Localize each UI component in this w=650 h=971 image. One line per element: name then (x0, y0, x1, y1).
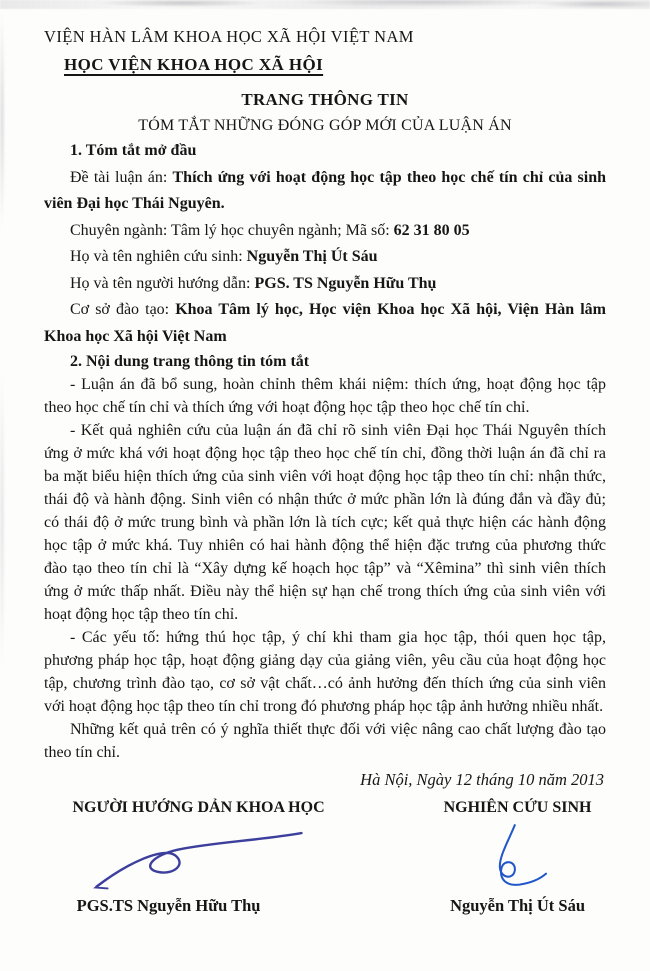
supervisor-label: Họ và tên người hướng dẫn: (70, 274, 255, 292)
signature-names-row (44, 894, 606, 918)
researcher-label: Họ và tên nghiên cứu sinh: (70, 248, 247, 265)
institution-item (44, 297, 606, 350)
advisor-signature (44, 822, 353, 894)
advisor-name: PGS.TS Nguyễn Hữu Thụ (76, 896, 261, 915)
institution-label: Cơ sở đào tạo: (70, 301, 176, 318)
signature-roles-row (44, 796, 606, 820)
thesis-title-item (44, 165, 606, 218)
major-label: Chuyên ngành: Tâm lý học chuyên ngành; Mã số: (70, 221, 394, 239)
institute-name-text: HỌC VIỆN KHOA HỌC XÃ HỘI (64, 55, 324, 74)
researcher-item (44, 244, 606, 271)
advisor-signature-stroke (74, 822, 324, 894)
date-place-line: Hà Nội, Ngày 12 tháng 10 năm 2013 (360, 770, 604, 789)
section-2 (44, 350, 606, 764)
title-block (44, 88, 606, 138)
advisor-role-label: NGƯỜI HƯỚNG DẢN KHOA HỌC (72, 799, 325, 816)
page-title: TRANG THÔNG TIN (241, 90, 409, 109)
institution-value: Khoa Tâm lý học, Học viện Khoa học Xã hội, Viện Hàn lâm Khoa học Xã hội Việt Nam (44, 301, 607, 345)
signatures-row (44, 822, 606, 894)
researcher-signature (391, 822, 644, 894)
paragraph-concepts: - Luận án đã bổ sung, hoàn chỉnh thêm khái niệm: thích ứng, hoạt động học tập theo học chế tín chỉ và thích ứng với hoạt động học tập theo học chế tín chỉ. (44, 376, 606, 416)
section2-heading: 2. Nội dung trang thông tin tóm tắt (70, 353, 310, 370)
researcher-signature-stroke (470, 822, 565, 894)
paragraph-factors: - Các yếu tố: hứng thú học tập, ý chí khi tham gia học tập, thói quen học tập, phương pháp học tập, hoạt động giảng dạy của giảng viên, yêu cầu của hoạt động học tập, chương trình đào tạo, cơ sở vật chất…có ảnh hưởng đến thích ứng của sinh viên với hoạt động học tập theo tín chỉ trong đó phương pháp học tập ảnh hưởng nhiều nhất. (44, 629, 606, 715)
paragraph-results: - Kết quả nghiên cứu của luận án đã chỉ rõ sinh viên Đại học Thái Nguyên thích ứng ở mức khá với hoạt động học tập theo học chế tín chỉ, đồng thời luận án đã chỉ ra ba mặt biểu hiện thích ứng của sinh viên với hoạt động học tập theo tín chỉ: nhận thức, thái độ và hành động. Sinh viên có nhận thức ở mức phần lớn là đúng đắn và đầy đủ; có thái độ ở mức trung bình và phần lớn là tích cực; kết quả thực hiện các hành động học tập ở mức khá. Tuy nhiên có hai hành động thể hiện đặc trưng của phương thức đào tạo theo tín chỉ là “Xây dựng kế hoạch học tập” và “Xêmina” thì sinh viên thích ứng ở mức thấp nhất. Điều này thể hiện sự hạn chế trong thích ứng của sinh viên với hoạt động học tập theo tín chỉ. (44, 422, 606, 623)
page-subtitle: TÓM TẮT NHỮNG ĐÓNG GÓP MỚI CỦA LUẬN ÁN (138, 117, 512, 134)
scan-noise-left (0, 0, 7, 971)
major-code-value: 62 31 80 05 (393, 221, 470, 239)
supervisor-item (44, 271, 606, 298)
supervisor-value: PGS. TS Nguyễn Hữu Thụ (254, 274, 437, 292)
researcher-role-label: NGHIÊN CỨU SINH (443, 799, 592, 816)
paragraph-conclusion: Những kết quả trên có ý nghĩa thiết thực đối với việc nâng cao chất lượng đào tạo theo tín chỉ. (44, 721, 606, 761)
researcher-name: Nguyễn Thị Út Sáu (450, 896, 586, 915)
institute-name-line (44, 52, 606, 78)
section1-heading: 1. Tóm tắt mở đầu (70, 142, 197, 159)
org-name-line: VIỆN HÀN LÂM KHOA HỌC XÃ HỘI VIỆT NAM (44, 27, 414, 46)
major-item (44, 218, 606, 245)
section-1 (44, 138, 606, 350)
thesis-title-label: Đề tài luận án: (70, 168, 173, 186)
researcher-value: Nguyễn Thị Út Sáu (246, 248, 378, 265)
scan-noise-top (0, 0, 650, 9)
thesis-title-value: Thích ứng với hoạt động học tập theo học chế tín chỉ của sinh viên Đại học Thái Nguyên. (44, 168, 606, 212)
